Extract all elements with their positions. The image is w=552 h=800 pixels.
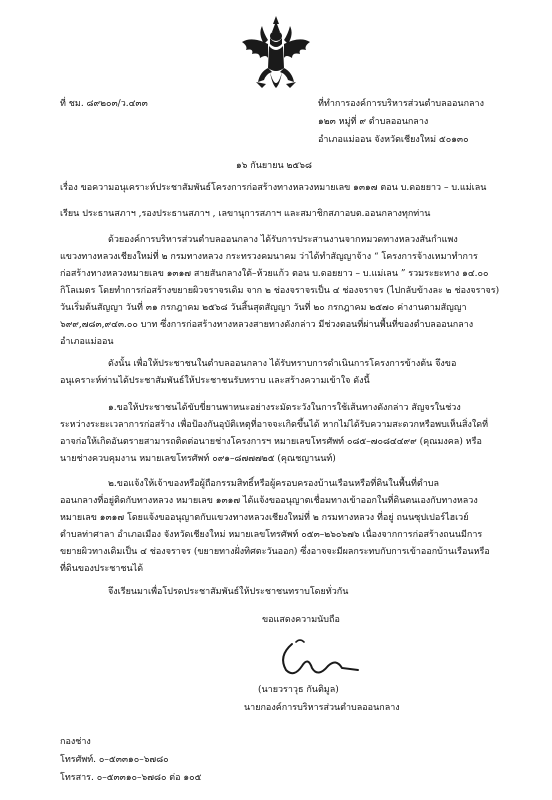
paragraph-line: ดังนั้น เพื่อให้ประชาชนในตำบลออนกลาง ได้รับทราบการดำเนินการโครงการข้างต้น จึงขอ: [108, 359, 457, 369]
paragraph-line: ขยายผิวทางเดิมเป็น ๔ ช่องจราจร (ขยายทางฝั่งทิศตะวันออก) ซึ่งอาจจะมีผลกระทบกับการเข้าออกบ้านเรือนหรือ: [60, 547, 490, 557]
paragraph-line: หมายเลข ๑๓๑๗ โดยแจ้งขออนุญาตกับแขวงทางหลวงเชียงใหม่ที่ ๒ กรมทางหลวง ที่อยู่ ถนนซุปเปอร์ไฮเวย์: [60, 513, 469, 523]
paragraph-line: ระหว่างระยะเวลาการก่อสร้าง เพื่อป้องกันอุบัติเหตุที่อาจจะเกิดขึ้นได้ หากไม่ได้รับความสะดวกหรือพบเห็นสิ่งใดที่: [60, 420, 489, 430]
body-paragraph-2: [60, 356, 500, 390]
paragraph-line: ด้วยองค์การบริหารส่วนตำบลออนกลาง ได้รับการประสานงานจากหมวดทางหลวงสันกำแพง: [108, 235, 458, 245]
paragraph-line: นายช่างควบคุมงาน หมายเลขโทรศัพท์ ๐๙๑–๘๗๗๗๒๕ (คุณชญานนท์): [60, 454, 336, 464]
document-number: ที่ ชม. ๘๙๒๐๓/ว.๔๓๓: [60, 99, 148, 109]
item-2: [60, 476, 500, 578]
paragraph-line: ๖๙๙,๗๘๓,๙๔๓.๐๐ บาท ซึ่งการก่อสร้างทางหลวงสายทางดังกล่าว มีช่วงตอนที่ผ่านพื้นที่ของตำบลออนกลาง: [60, 320, 474, 330]
subject-line: เรื่อง ขอความอนุเคราะห์ประชาสัมพันธ์โครงการก่อสร้างทางหลวงหมายเลข ๑๓๑๗ ตอน บ.ดอยยาว – บ.แม่เลน: [60, 183, 487, 193]
paragraph-line: ตำบลท่าศาลา อำเภอเมือง จังหวัดเชียงใหม่ หมายเลขโทรศัพท์ ๐๕๓–๒๖๐๖๗๖ เนื่องจากการก่อสร้างถนนมีการ: [60, 530, 483, 540]
signer-name: (นายวราวุธ กันติมูล): [258, 685, 339, 695]
recipient-line: เรียน ประธานสภาฯ ,รองประธานสภาฯ , เลขานุการสภาฯ และสมาชิกสภาอบต.ออนกลางทุกท่าน: [60, 209, 431, 219]
closing-line: จึงเรียนมาเพื่อโปรดประชาสัมพันธ์ให้ประชาชนทราบโดยทั่วกัน: [108, 587, 349, 597]
body-paragraph-1: [60, 232, 500, 351]
signer-position: นายกองค์การบริหารส่วนตำบลออนกลาง: [244, 703, 400, 713]
document-date: ๑๖ กันยายน ๒๕๖๘: [236, 161, 312, 171]
paragraph-line: กิโลเมตร โดยทำการก่อสร้างขยายผิวจราจรเดิม จาก ๒ ช่องจราจรเป็น ๔ ช่องจราจร (ไปกลับข้างละ ๒ ช่องจราจร): [60, 286, 500, 296]
org-address-line-2: ๑๒๓ หมู่ที่ ๙ ตำบลออนกลาง: [318, 117, 429, 127]
org-address-line-1: ที่ทำการองค์การบริหารส่วนตำบลออนกลาง: [318, 99, 484, 109]
footer-phone: โทรศัพท์. ๐–๕๓๓๑๐–๖๗๘๐: [60, 755, 169, 765]
paragraph-line: ๒.ขอแจ้งให้เจ้าของหรือผู้ถือกรรมสิทธิ์หรือผู้ครอบครองบ้านเรือนหรือที่ดินในพื้นที่ตำบล: [108, 479, 440, 489]
paragraph-line: ๑.ขอให้ประชาชนได้ขับขี่ยานพาหนะอย่างระมัดระวังในการใช้เส้นทางดังกล่าว สัญจรในช่วง: [108, 403, 461, 413]
paragraph-line: ออนกลางที่อยู่ติดกับทางหลวง หมายเลข ๑๓๑๗ ได้แจ้งขออนุญาตเชื่อมทางเข้าออกในที่ดินตนเองกับทางหลวง: [60, 496, 478, 506]
footer-division: กองช่าง: [60, 737, 91, 747]
handwritten-signature: [272, 636, 364, 680]
paragraph-line: แขวงทางหลวงเชียงใหม่ที่ ๒ กรมทางหลวง กระทรวงคมนาคม ว่าได้ทำสัญญาจ้าง “ โครงการจ้างเหมาทำการ: [60, 252, 478, 262]
item-1: [60, 400, 500, 468]
paragraph-line: ที่ดินของประชาชนได้: [60, 564, 144, 574]
regards-text: ขอแสดงความนับถือ: [262, 615, 340, 625]
paragraph-line: อำเภอแม่ออน: [60, 337, 114, 347]
paragraph-line: อาจก่อให้เกิดอันตรายสามารถติดต่อนายช่างโครงการฯ หมายเลขโทรศัพท์ ๐๘๕–๗๐๘๔๔๙๙ (คุณมงคล) หรือ: [60, 437, 482, 447]
org-address-line-3: อำเภอแม่ออน จังหวัดเชียงใหม่ ๕๐๑๓๐: [318, 135, 469, 145]
paragraph-line: ก่อสร้างทางหลวงหมายเลข ๑๓๑๗ สายสันกลางใต้–ห้วยแก้ว ตอน บ.ดอยยาว – บ.แม่เลน ” รวมระยะทาง ๑๔.๐๐: [60, 269, 489, 279]
paragraph-line: อนุเคราะห์ท่านได้ประชาสัมพันธ์ให้ประชาชนรับทราบ และสร้างความเข้าใจ ดังนี้: [60, 376, 370, 386]
paragraph-line: วันเริ่มต้นสัญญา วันที่ ๓๑ กรกฎาคม ๒๕๖๘ วันสิ้นสุดสัญญา วันที่ ๒๐ กรกฎาคม ๒๕๗๐ ค่างานตามสัญญา: [60, 303, 467, 313]
footer-fax: โทรสาร. ๐–๕๓๓๑๐–๖๗๘๐ ต่อ ๑๐๕: [60, 773, 202, 783]
garuda-emblem-icon: [238, 14, 314, 100]
